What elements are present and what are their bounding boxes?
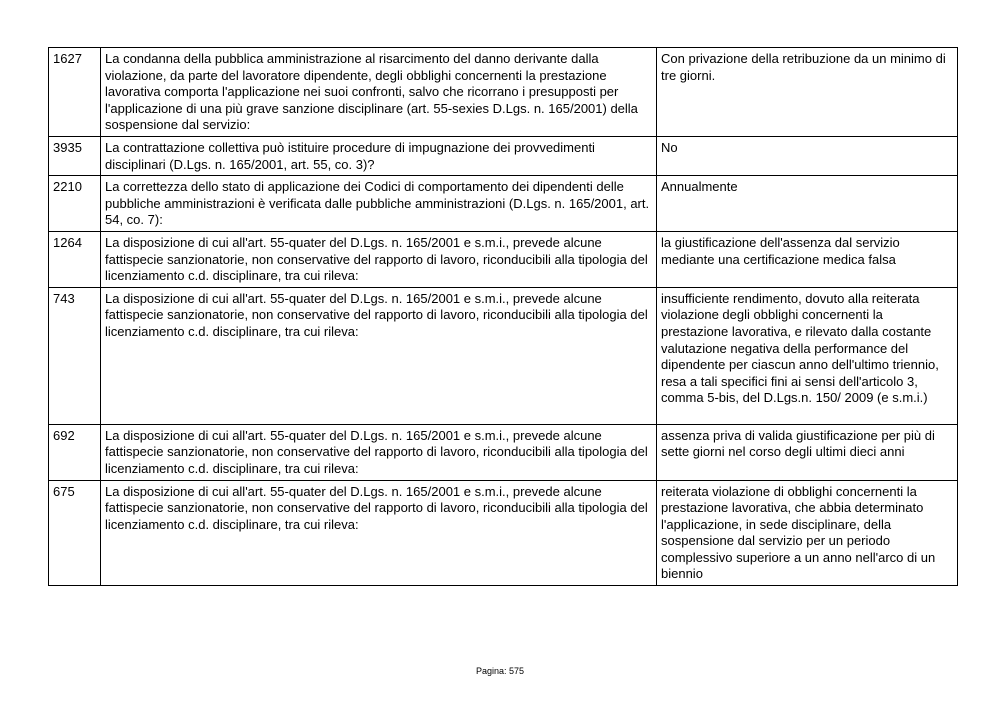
question-id: 675 [49,480,101,586]
table-row [49,424,958,480]
question-table [48,47,958,586]
answer-text: assenza priva di valida giustificazione per più di sette giorni nel corso degli ultimi dieci anni [657,424,958,480]
answer-text: reiterata violazione di obblighi concernenti la prestazione lavorativa, che abbia determinato l'applicazione, in sede disciplinare, della sospensione dal servizio per un periodo complessivo superiore a un anno nell'arco di un biennio [657,480,958,586]
question-id: 3935 [49,136,101,175]
question-id: 1264 [49,231,101,287]
answer-text: Con privazione della retribuzione da un minimo di tre giorni. [657,48,958,137]
answer-text: insufficiente rendimento, dovuto alla reiterata violazione degli obblighi concernenti la prestazione lavorativa, e rilevato dalla costante valutazione negativa della performance del dipendente per ciascun anno dell'ultimo triennio, resa a tali specifici fini ai sensi dell'articolo 3, comma 5-bis, del D.Lgs.n. 150/ 2009 (e s.m.i.) [657,287,958,424]
question-text: La disposizione di cui all'art. 55-quater del D.Lgs. n. 165/2001 e s.m.i., prevede alcune fattispecie sanzionatorie, non conservative del rapporto di lavoro, riconducibili alla tipologia del licenziamento c.d. disciplinare, tra cui rileva: [101,480,657,586]
answer-text: la giustificazione dell'assenza dal servizio mediante una certificazione medica falsa [657,231,958,287]
answer-text: No [657,136,958,175]
question-text: La disposizione di cui all'art. 55-quater del D.Lgs. n. 165/2001 e s.m.i., prevede alcune fattispecie sanzionatorie, non conservative del rapporto di lavoro, riconducibili alla tipologia del licenziamento c.d. disciplinare, tra cui rileva: [101,231,657,287]
question-id: 743 [49,287,101,424]
question-text: La contrattazione collettiva può istituire procedure di impugnazione dei provvedimenti disciplinari (D.Lgs. n. 165/2001, art. 55, co. 3)? [101,136,657,175]
table-row [49,48,958,137]
question-id: 1627 [49,48,101,137]
answer-text: Annualmente [657,176,958,232]
question-text: La condanna della pubblica amministrazione al risarcimento del danno derivante dalla violazione, da parte del lavoratore dipendente, degli obblighi concernenti la prestazione lavorativa comporta l'applicazione nei suoi confronti, salvo che ricorrano i presupposti per l'applicazione di una più grave sanzione disciplinare (art. 55-sexies D.Lgs. n. 165/2001) della sospensione dal servizio: [101,48,657,137]
question-text: La correttezza dello stato di applicazione dei Codici di comportamento dei dipendenti delle pubbliche amministrazioni è verificata dalle pubbliche amministrazioni (D.Lgs. n. 165/2001, art. 54, co. 7): [101,176,657,232]
question-id: 692 [49,424,101,480]
table-row [49,136,958,175]
question-text: La disposizione di cui all'art. 55-quater del D.Lgs. n. 165/2001 e s.m.i., prevede alcune fattispecie sanzionatorie, non conservative del rapporto di lavoro, riconducibili alla tipologia del licenziamento c.d. disciplinare, tra cui rileva: [101,287,657,424]
table-row [49,287,958,424]
table-row [49,231,958,287]
question-id: 2210 [49,176,101,232]
question-text: La disposizione di cui all'art. 55-quater del D.Lgs. n. 165/2001 e s.m.i., prevede alcune fattispecie sanzionatorie, non conservative del rapporto di lavoro, riconducibili alla tipologia del licenziamento c.d. disciplinare, tra cui rileva: [101,424,657,480]
table-row [49,176,958,232]
table-row [49,480,958,586]
page-number: Pagina: 575 [475,666,525,676]
